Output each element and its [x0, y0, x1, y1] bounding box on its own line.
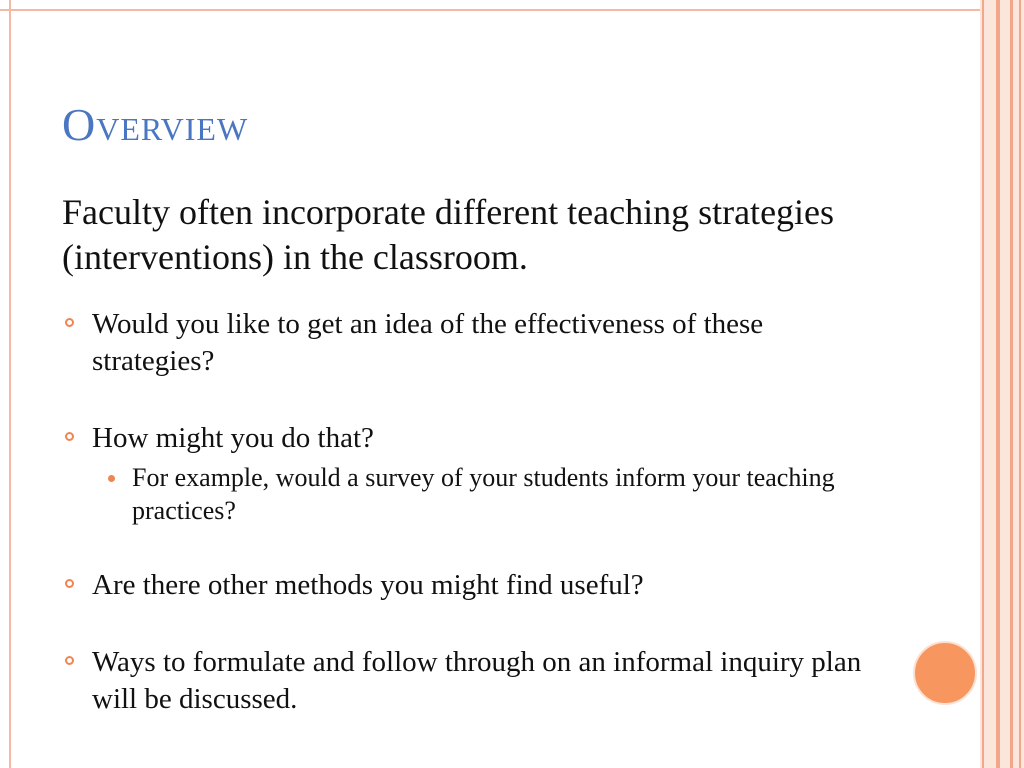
- frame-left-line: [9, 0, 11, 768]
- bullet-text: Are there other methods you might find useful?: [92, 569, 644, 601]
- sub-bullet-text: For example, would a survey of your students inform your teaching practices?: [132, 463, 835, 525]
- bullet-item: [62, 306, 892, 380]
- bullet-ring-icon: [65, 318, 74, 327]
- bullet-ring-icon: [65, 579, 74, 588]
- right-stripe: [996, 0, 1000, 768]
- right-stripe: [1010, 0, 1013, 768]
- bullet-ring-icon: [65, 432, 74, 441]
- bullet-item: [62, 420, 892, 457]
- bullet-dot-icon: [108, 475, 115, 482]
- right-stripe: [1019, 0, 1021, 768]
- decorative-circle: [913, 641, 977, 705]
- frame-top-line: [0, 9, 982, 11]
- intro-text: Faculty often incorporate different teaching strategies (interventions) in the classroom.: [62, 192, 835, 277]
- bullet-text: Ways to formulate and follow through on an informal inquiry plan will be discussed.: [92, 646, 862, 715]
- bullet-item: [62, 567, 892, 604]
- right-stripe-band: [980, 0, 1024, 768]
- bullet-text: Would you like to get an idea of the effectiveness of these strategies?: [92, 308, 764, 377]
- bullet-ring-icon: [65, 656, 74, 665]
- bullet-text: How might you do that?: [92, 422, 374, 454]
- slide-title: Overview: [62, 99, 249, 150]
- bullet-list: [62, 306, 892, 718]
- right-stripe: [982, 0, 984, 768]
- bullet-item: [62, 644, 892, 718]
- sub-bullet-item: [62, 461, 892, 527]
